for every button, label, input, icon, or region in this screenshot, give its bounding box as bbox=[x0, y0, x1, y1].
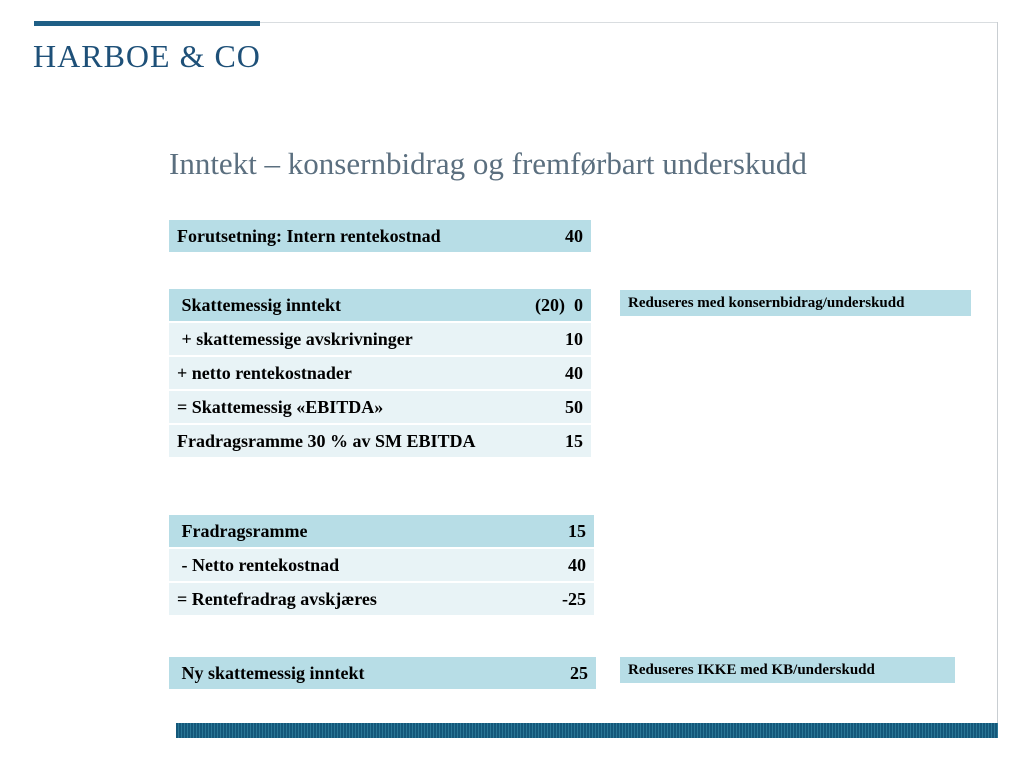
row-value: 40 bbox=[568, 555, 586, 575]
right-divider bbox=[997, 22, 998, 738]
table-row bbox=[169, 289, 591, 321]
table-row bbox=[169, 583, 594, 615]
row-label: Skattemessig inntekt bbox=[177, 295, 342, 315]
slide-title: Inntekt – konsernbidrag og fremførbart underskudd bbox=[169, 146, 807, 181]
header-divider bbox=[260, 22, 998, 23]
row-value: 50 bbox=[565, 397, 583, 417]
row-label: Fradragsramme 30 % av SM EBITDA bbox=[177, 431, 476, 451]
row-value: 15 bbox=[568, 521, 586, 541]
row-label: + skattemessige avskrivninger bbox=[177, 329, 413, 349]
company-logo: HARBOE & CO bbox=[33, 38, 261, 74]
table-row bbox=[169, 357, 591, 389]
table-row bbox=[169, 220, 591, 252]
row-label: Forutsetning: Intern rentekostnad bbox=[177, 226, 441, 246]
row-label: + netto rentekostnader bbox=[177, 363, 352, 383]
row-label: = Skattemessig «EBITDA» bbox=[177, 397, 384, 417]
row-value: -25 bbox=[562, 589, 586, 609]
row-label: - Netto rentekostnad bbox=[177, 555, 340, 575]
table-row bbox=[169, 425, 591, 457]
row-label: Ny skattemessig inntekt bbox=[177, 663, 365, 683]
table-row bbox=[169, 515, 594, 547]
row-value: 25 bbox=[570, 663, 588, 683]
row-value: 15 bbox=[565, 431, 583, 451]
new-income-table bbox=[169, 657, 596, 691]
table-row bbox=[169, 391, 591, 423]
row-value: 10 bbox=[565, 329, 583, 349]
table-row bbox=[169, 323, 591, 355]
row-value: (20) 0 bbox=[535, 295, 583, 315]
row-label: Fradragsramme bbox=[177, 521, 308, 541]
row-value: 40 bbox=[565, 363, 583, 383]
row-label: = Rentefradrag avskjæres bbox=[177, 589, 377, 609]
note-reduced: Reduseres med konsernbidrag/underskudd bbox=[620, 290, 971, 316]
header-accent-bar bbox=[34, 21, 260, 26]
deduction-table bbox=[169, 515, 594, 617]
income-table bbox=[169, 289, 591, 459]
table-row bbox=[169, 549, 594, 581]
row-value: 40 bbox=[565, 226, 583, 246]
footer-bar bbox=[176, 723, 998, 738]
table-row bbox=[169, 657, 596, 689]
note-not-reduced: Reduseres IKKE med KB/underskudd bbox=[620, 657, 955, 683]
assumption-table bbox=[169, 220, 591, 254]
